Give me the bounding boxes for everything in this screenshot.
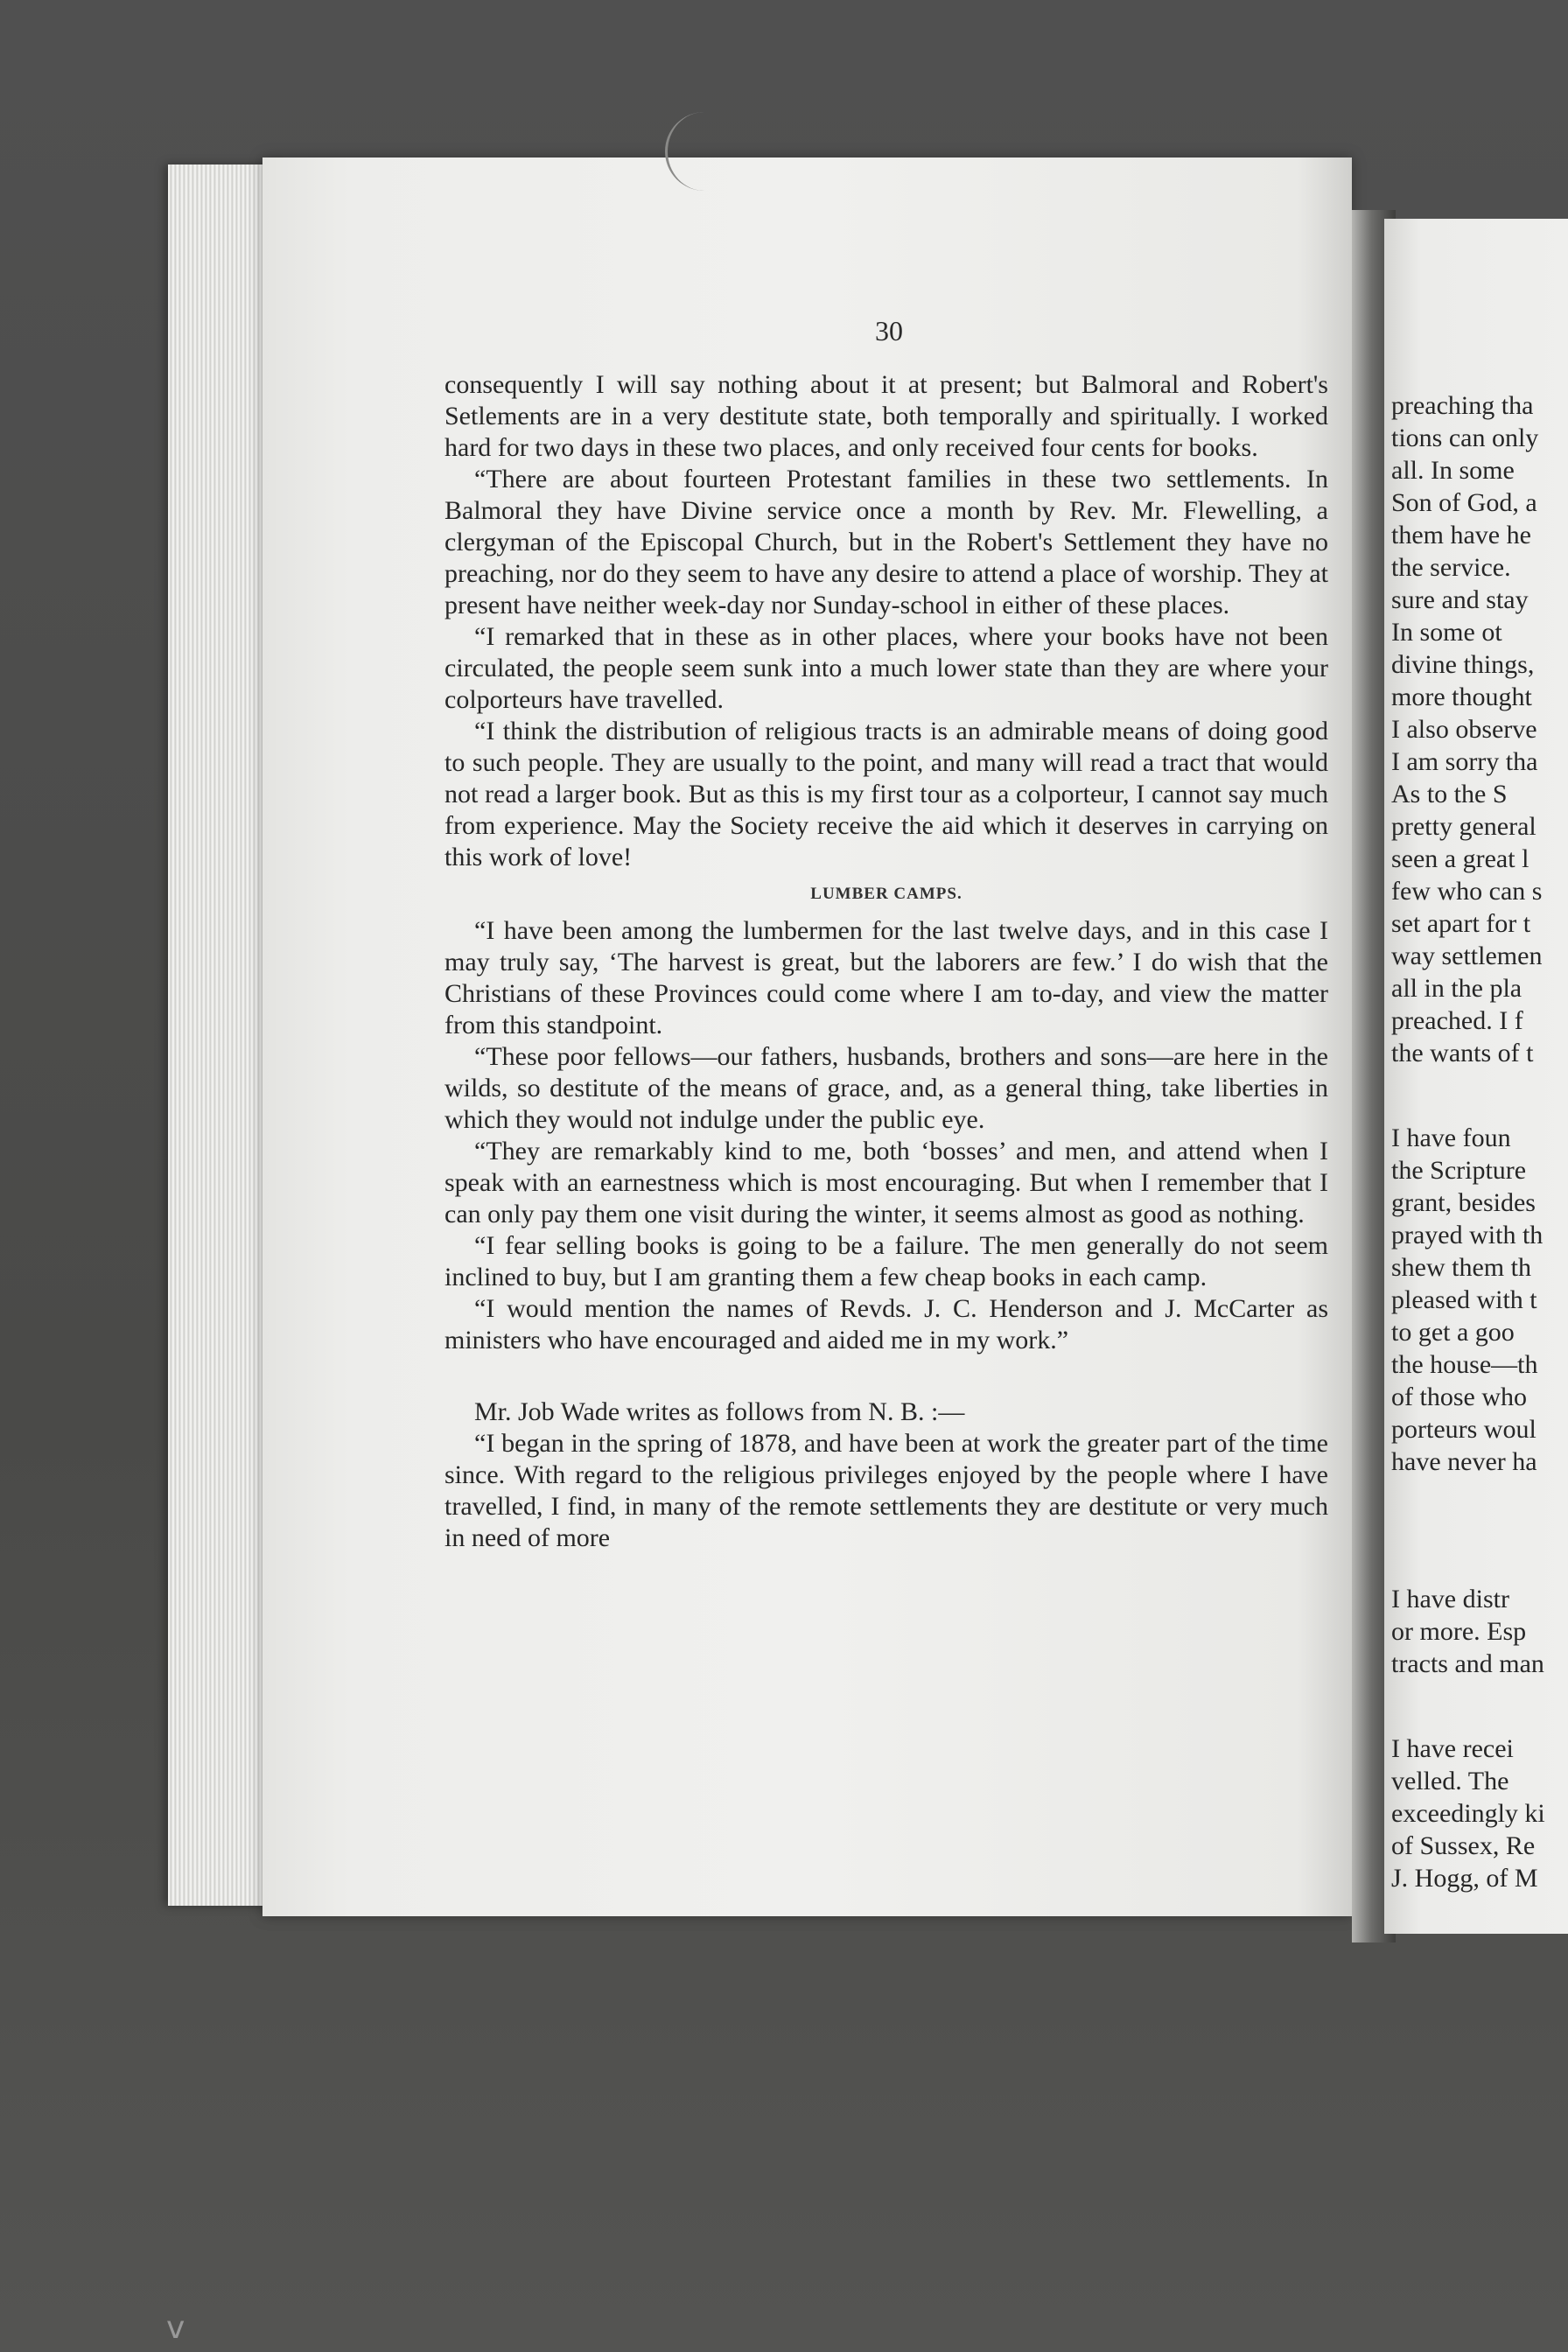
text-line: sure and stay (1391, 585, 1529, 614)
text-gap (1391, 1680, 1568, 1732)
text-line: porteurs woul (1391, 1415, 1536, 1444)
text-line: them have he (1391, 521, 1531, 550)
text-line: tions can only (1391, 424, 1539, 452)
text-gap (1391, 1069, 1568, 1122)
text-line: In some ot (1391, 618, 1502, 647)
text-line: shew them th (1391, 1253, 1531, 1282)
paragraph: “I think the distribution of religious tracts is an admirable means of doing good to such people. They are usually to the point, and many will read a tract that would not read a larger book. But as this is my first tour as a colporteur, I cannot say much from experience. May the Society receive the aid which it deserves in carrying on this work of love! (444, 717, 1328, 872)
text-line: I have foun (1391, 1124, 1511, 1152)
paragraph: “These poor fellows—our fathers, husbands, brothers and sons—are here in the wilds, so destitute of the means of grace, and, as a general thing, take liberties in which they would not indulge under the public eye. (444, 1042, 1328, 1134)
text-gap (1391, 1478, 1568, 1530)
text-line: pleased with t (1391, 1285, 1537, 1314)
text-line: of those who (1391, 1382, 1527, 1411)
text-line: exceedingly ki (1391, 1799, 1545, 1828)
right-page-text (1391, 389, 1568, 1894)
text-line: Son of God, a (1391, 488, 1537, 517)
paragraph: “They are remarkably kind to me, both ‘bosses’ and men, and attend when I speak with an earnestness which is most encouraging. But when I remember that I can only pay them one visit during the winter, it seems almost as good as nothing. (444, 1137, 1328, 1228)
text-gap (1391, 1530, 1568, 1583)
text-line: I have distr (1391, 1585, 1509, 1614)
section-gap (444, 1356, 1328, 1396)
text-line: tracts and man (1391, 1649, 1544, 1678)
text-line: preaching tha (1391, 391, 1534, 420)
section-heading: LUMBER CAMPS. (810, 885, 962, 903)
scan-mark-tick: v (166, 2310, 186, 2346)
text-line: velled. The (1391, 1767, 1509, 1796)
paragraph: “I remarked that in these as in other places, where your books have not been circulated, the people seem sunk into a much lower state than they are where your colporteurs have travelled. (444, 622, 1328, 714)
left-page-text (444, 369, 1328, 1554)
text-line: set apart for t (1391, 909, 1531, 938)
text-line: the service. (1391, 553, 1511, 582)
text-line: to get a goo (1391, 1318, 1515, 1347)
text-line: J. Hogg, of M (1391, 1864, 1538, 1893)
text-line: divine things, (1391, 650, 1535, 679)
text-line: As to the S (1391, 780, 1508, 808)
text-line: I am sorry tha (1391, 747, 1538, 776)
paragraph: Mr. Job Wade writes as follows from N. B. :— (474, 1397, 965, 1426)
text-line: pretty general (1391, 812, 1536, 841)
text-line: or more. Esp (1391, 1617, 1527, 1646)
paragraph: “I would mention the names of Revds. J. C. Henderson and J. McCarter as ministers who have encouraged and aided me in my work.” (444, 1294, 1328, 1354)
text-line: prayed with th (1391, 1221, 1544, 1250)
paragraph: “I began in the spring of 1878, and have been at work the greater part of the time since. With regard to the religious privileges enjoyed by the people where I have travelled, I find, in many of the remote settlements they are destitute or very much in need of more (444, 1429, 1328, 1552)
text-line: have never ha (1391, 1447, 1537, 1476)
text-line: more thought (1391, 682, 1532, 711)
text-line: the wants of t (1391, 1039, 1534, 1068)
text-line: few who can s (1391, 877, 1543, 906)
text-line: seen a great l (1391, 844, 1530, 873)
text-line: grant, besides (1391, 1188, 1536, 1217)
text-line: way settlemen (1391, 942, 1543, 970)
text-line: of Sussex, Re (1391, 1831, 1536, 1860)
text-line: the house—th (1391, 1350, 1538, 1379)
text-line: all in the pla (1391, 974, 1522, 1003)
text-line: I have recei (1391, 1734, 1514, 1763)
text-line: I also observe (1391, 715, 1537, 744)
text-line: the Scripture (1391, 1156, 1527, 1185)
text-line: preached. I f (1391, 1006, 1523, 1035)
page-number: 30 (875, 315, 903, 346)
text-line: all. In some (1391, 456, 1515, 485)
paragraph: consequently I will say nothing about it at present; but Balmoral and Robert's Setlements are in a very destitute state, both temporally and spiritually. I worked hard for two days in these two places, and only received four cents for books. (444, 370, 1328, 462)
paragraph: “There are about fourteen Protestant families in these two settlements. In Balmoral they have Divine service once a month by Rev. Mr. Flewelling, a clergyman of the Episcopal Church, but in the Robert's Settlement they have no preaching, nor do they seem to have any desire to attend a place of worship. They at present have neither week-day nor Sunday-school in either of these places. (444, 465, 1328, 620)
paragraph: “I have been among the lumbermen for the last twelve days, and in this case I may truly say, ‘The harvest is great, but the laborers are few.’ I do wish that the Christians of these Provinces could come where I am to-day, and view the matter from this standpoint. (444, 916, 1328, 1040)
paragraph: “I fear selling books is going to be a failure. The men generally do not seem inclined to buy, but I am granting them a few cheap books in each camp. (444, 1231, 1328, 1292)
